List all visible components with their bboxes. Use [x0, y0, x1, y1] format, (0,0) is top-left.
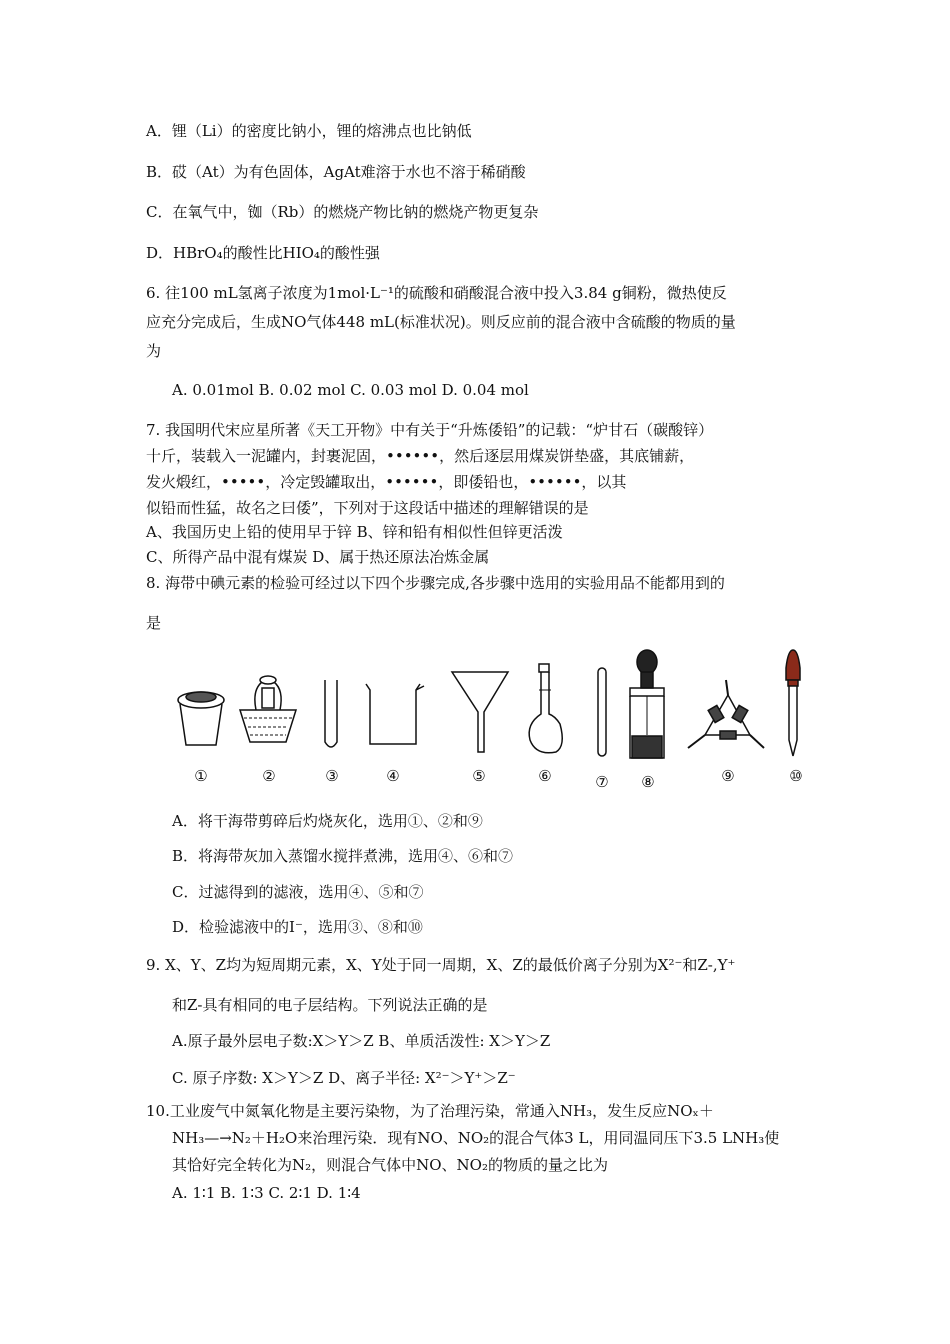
label-2: ②	[262, 767, 276, 785]
q9-line-2: 和Z-具有相同的电子层结构。下列说法正确的是	[172, 996, 488, 1014]
q6-line-1: 6. 往100 mL氢离子浓度为1mol·L⁻¹的硫酸和硝酸混合液中投入3.84 g铜粉，微热使反	[146, 284, 727, 302]
q7-line-2: 十斤，装载入一泥罐内，封裹泥固，••••••，然后逐层用煤炭饼垫盛，其底铺薪，	[146, 447, 695, 465]
crucible-basket-icon	[240, 676, 296, 742]
q9-options-row-2: C. 原子序数: X＞Y＞Z D、离子半径: X²⁻＞Y⁺＞Z⁻	[172, 1069, 516, 1087]
volumetric-flask-icon	[529, 664, 562, 753]
q7-options-row-2: C、所得产品中混有煤炭 D、属于热还原法冶炼金属	[146, 548, 490, 566]
label-8: ⑧	[641, 773, 655, 791]
label-3: ③	[325, 767, 339, 785]
label-5: ⑤	[472, 767, 486, 785]
test-tube-icon	[325, 680, 337, 747]
q8-option-c: C．过滤得到的滤液，选用④、⑤和⑦	[172, 883, 424, 901]
q10-line-1: 10.工业废气中氮氧化物是主要污染物，为了治理污染，常通入NH₃，发生反应NOₓ＋	[146, 1102, 714, 1120]
q6-options: A. 0.01mol B. 0.02 mol C. 0.03 mol D. 0.04 mol	[172, 381, 529, 399]
dropper-bottle-icon	[630, 650, 664, 758]
crucible-icon	[178, 692, 224, 745]
label-10: ⑩	[789, 767, 803, 785]
label-9: ⑨	[721, 767, 735, 785]
beaker-icon	[366, 684, 424, 744]
q8-option-b: B．将海带灰加入蒸馏水搅拌煮沸，选用④、⑥和⑦	[172, 847, 514, 865]
q5-option-b: B．砹（At）为有色固体，AgAt难溶于水也不溶于稀硝酸	[146, 163, 526, 181]
q8-option-d: D．检验滤液中的I⁻，选用③、⑧和⑩	[172, 918, 423, 936]
label-4: ④	[386, 767, 400, 785]
q5-option-c: C．在氧气中，铷（Rb）的燃烧产物比钠的燃烧产物更复杂	[146, 203, 539, 221]
label-6: ⑥	[538, 767, 552, 785]
label-7: ⑦	[595, 773, 609, 791]
q8-line-1: 8. 海带中碘元素的检验可经过以下四个步骤完成,各步骤中选用的实验用品不能都用到的	[146, 574, 725, 592]
glass-rod-icon	[598, 668, 606, 756]
q10-options: A. 1∶1 B. 1∶3 C. 2∶1 D. 1∶4	[172, 1184, 361, 1202]
q10-line-2: NH₃—→N₂＋H₂O来治理污染．现有NO、NO₂的混合气体3 L，用同温同压下3.5 LNH₃使	[172, 1129, 780, 1147]
clay-triangle-icon	[688, 680, 764, 748]
q7-line-1: 7. 我国明代宋应星所著《天工开物》中有关于“升炼倭铅”的记载：“炉甘石（碳酸锌）	[146, 421, 714, 439]
q8-line-2: 是	[146, 614, 162, 632]
q6-line-2: 应充分完成后，生成NO气体448 mL(标准状况)。则反应前的混合液中含硫酸的物质的量	[146, 313, 736, 331]
label-1: ①	[194, 767, 208, 785]
q9-options-row-1: A.原子最外层电子数:X＞Y＞Z B、单质活泼性: X＞Y＞Z	[172, 1032, 551, 1050]
q9-line-1: 9. X、Y、Z均为短周期元素，X、Y处于同一周期，X、Z的最低价离子分别为X²⁻和Z-,Y⁺	[146, 956, 736, 974]
q5-option-a: A．锂（Li）的密度比钠小，锂的熔沸点也比钠低	[146, 122, 472, 140]
q8-option-a: A．将干海带剪碎后灼烧灰化，选用①、②和⑨	[172, 812, 483, 830]
q7-line-4: 似铅而性猛，故名之曰倭”，下列对于这段话中描述的理解错误的是	[146, 499, 589, 517]
q10-line-3: 其恰好完全转化为N₂，则混合气体中NO、NO₂的物质的量之比为	[172, 1156, 608, 1174]
q6-line-3: 为	[146, 342, 162, 360]
q5-option-d: D．HBrO₄的酸性比HIO₄的酸性强	[146, 244, 380, 262]
dropper-icon	[786, 650, 800, 756]
q7-options-row-1: A、我国历史上铅的使用早于锌 B、锌和铅有相似性但锌更活泼	[146, 523, 563, 541]
q7-line-3: 发火煅红，•••••，冷定毁罐取出，••••••，即倭铅也，••••••，以其	[146, 473, 627, 491]
funnel-icon	[452, 672, 508, 752]
